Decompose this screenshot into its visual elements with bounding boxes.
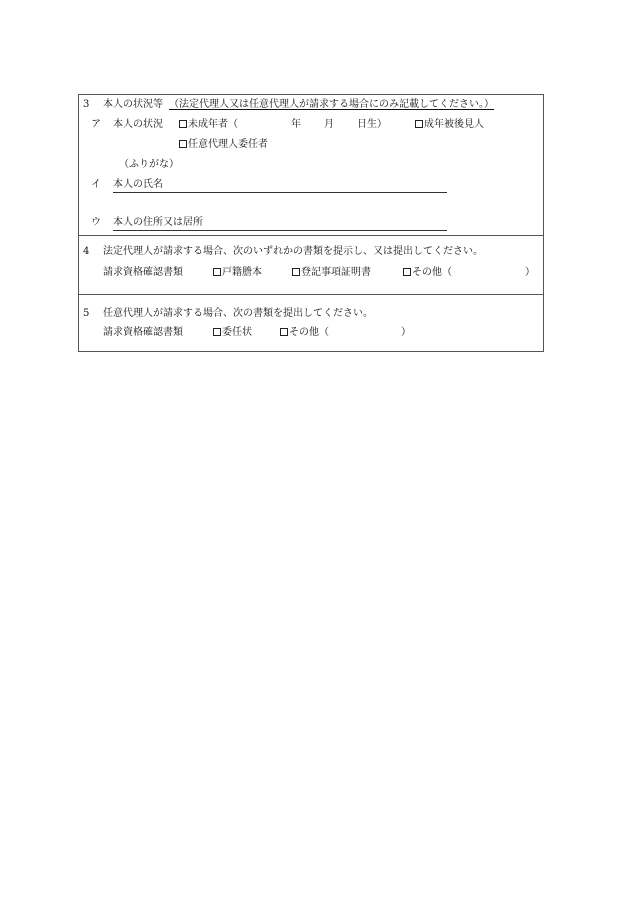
furigana-label: （ふりがな） — [119, 159, 179, 170]
minor-checkbox[interactable] — [179, 120, 187, 128]
principal-name-label: 本人の氏名 — [113, 179, 163, 190]
section-4-other-close: ） — [525, 267, 535, 278]
section-3-number: 3 — [83, 99, 90, 110]
section-4-other-checkbox[interactable] — [403, 268, 411, 276]
section-5-other-close: ） — [401, 327, 411, 338]
item-a-marker: ア — [91, 119, 101, 130]
section-5-other-checkbox[interactable] — [280, 328, 288, 336]
birth-month-label: 月 — [324, 119, 334, 130]
minor-option[interactable] — [179, 119, 238, 131]
birth-year-label: 年 — [291, 119, 301, 130]
entrusted-principal-label: 任意代理人委任者 — [188, 139, 268, 150]
power-of-attorney-checkbox[interactable] — [213, 328, 221, 336]
section-3-note: （法定代理人又は任意代理人が請求する場合にのみ記載してください。） — [169, 99, 494, 110]
registry-certificate-label: 登記事項証明書 — [301, 267, 371, 278]
section-4-doc-label: 請求資格確認書類 — [103, 267, 183, 278]
request-form-box — [78, 94, 544, 352]
principal-address-field[interactable] — [113, 230, 447, 231]
principal-name-field[interactable] — [113, 192, 447, 193]
section-4-number: 4 — [83, 246, 90, 257]
section-5-voluntary-representative — [79, 295, 543, 351]
section-4-legal-representative — [79, 236, 543, 295]
family-register-option[interactable] — [213, 267, 262, 279]
section-5-other-option[interactable] — [280, 327, 329, 339]
power-of-attorney-label: 委任状 — [222, 327, 252, 338]
entrusted-principal-option[interactable] — [179, 139, 268, 151]
section-5-other-label: その他（ — [289, 327, 329, 338]
principal-status-label: 本人の状況 — [113, 119, 163, 130]
registry-certificate-checkbox[interactable] — [292, 268, 300, 276]
adult-ward-option[interactable] — [415, 119, 484, 131]
family-register-label: 戸籍謄本 — [222, 267, 262, 278]
registry-certificate-option[interactable] — [292, 267, 371, 279]
adult-ward-checkbox[interactable] — [415, 120, 423, 128]
power-of-attorney-option[interactable] — [213, 327, 252, 339]
family-register-checkbox[interactable] — [213, 268, 221, 276]
section-4-other-label: その他（ — [412, 267, 452, 278]
section-3-principal-status — [79, 95, 543, 236]
section-5-number: 5 — [83, 308, 90, 319]
section-3-title: 本人の状況等 — [103, 99, 163, 110]
section-4-other-option[interactable] — [403, 267, 452, 279]
section-5-doc-label: 請求資格確認書類 — [103, 327, 183, 338]
birth-day-label: 日生） — [357, 119, 387, 130]
adult-ward-label: 成年被後見人 — [424, 119, 484, 130]
minor-label: 未成年者（ — [188, 119, 238, 130]
entrusted-principal-checkbox[interactable] — [179, 140, 187, 148]
item-i-marker: イ — [91, 179, 101, 190]
section-4-text: 法定代理人が請求する場合、次のいずれかの書類を提示し、又は提出してください。 — [103, 246, 483, 257]
principal-address-label: 本人の住所又は居所 — [113, 217, 203, 228]
section-5-text: 任意代理人が請求する場合、次の書類を提出してください。 — [103, 308, 373, 319]
item-u-marker: ウ — [91, 217, 101, 228]
